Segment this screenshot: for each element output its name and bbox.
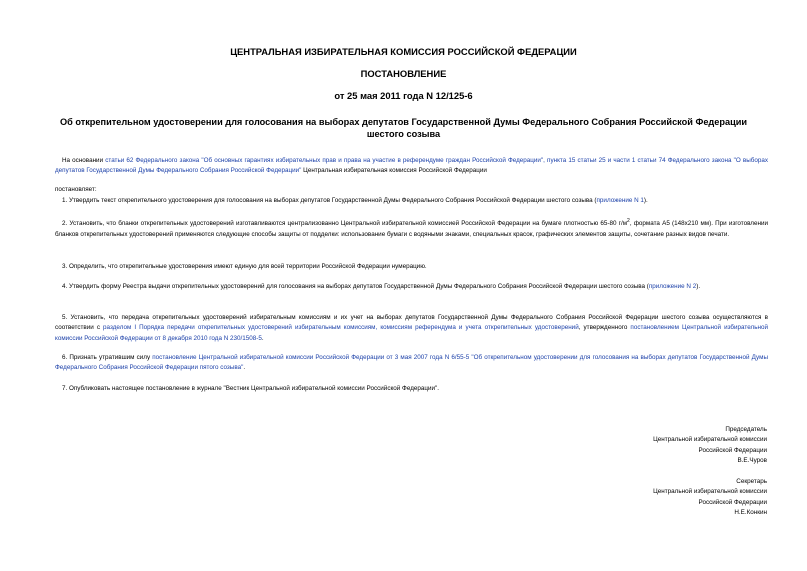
item-2-tail: , формата А5 (148х210 мм). При изготовлении бланков открепительных удостоверений применяются следующие способы защиты от подделки: использование бумаги с водяными знаками, специальных красок, графических элементов защиты, сочетание разных видов печати. — [55, 220, 768, 238]
item-1-text: 1. Утвердить текст открепительного удостоверения для голосования на выборах депутатов Государственной Думы Федерального Собрания Российской Федерации шестого созыва ( — [62, 197, 597, 204]
document-date-number: от 25 мая 2011 года N 12/125-6 — [334, 90, 473, 101]
chair-signature-block — [527, 425, 767, 467]
preamble-text-tail: Центральная избирательная комиссия Российской Федерации — [301, 167, 487, 175]
document-type: ПОСТАНОВЛЕНИЕ — [360, 68, 447, 79]
chair-name: В.Е.Чуров — [737, 457, 767, 465]
item-2 — [55, 216, 768, 240]
item-2-superscript: 2 — [627, 218, 630, 224]
item-6-tail: . — [243, 364, 246, 372]
chair-org-line-2: Российской Федерации — [698, 446, 767, 454]
document-subject: Об открепительном удостоверении для голосования на выборах депутатов Государственной Думы Федерального Собрания Российской Федерации шестого созыва — [59, 117, 748, 139]
item-6-text: 6. Признать утратившим силу — [62, 354, 153, 361]
item-4-tail: ). — [696, 283, 701, 290]
commission-heading: ЦЕНТРАЛЬНАЯ ИЗБИРАТЕЛЬНАЯ КОМИССИЯ РОССИЙСКОЙ ФЕДЕРАЦИИ — [230, 46, 577, 57]
secretary-org-line-1: Центральной избирательной комиссии — [653, 488, 767, 496]
chair-org-line-1: Центральной избирательной комиссии — [653, 436, 767, 444]
secretary-signature-block — [527, 477, 767, 519]
appendix-2-link[interactable]: приложение N 2 — [648, 283, 697, 290]
item-5-text: 5. Установить, что передача открепительных удостоверений избирательным комиссиям и их учет на выборах депутатов Государственной Думы Федерального Собрания Российской Федерации шестого созыва осуществляются в соответствии с — [55, 314, 768, 332]
item-7 — [55, 384, 768, 394]
item-6 — [55, 353, 768, 374]
resolves-label: постановляет: — [55, 186, 97, 193]
appendix-1-link[interactable]: приложение N 1 — [596, 197, 644, 204]
resolution-6-55-link[interactable]: постановление Центральной избирательной комиссии Российской Федерации от 3 мая 2007 года N 6/55-5 "Об открепительном удостоверении для голосования на выборах депутатов Государственной Думы Федерального Собрания Российской Федерации пятого созыва" — [55, 354, 768, 372]
item-3 — [55, 262, 768, 272]
secretary-org-line-2: Российской Федерации — [698, 498, 767, 506]
item-3-text: 3. Определить, что открепительные удостоверения имеют единую для всей территории Российской Федерации нумерацию. — [62, 263, 427, 270]
item-5 — [55, 313, 768, 344]
item-4 — [55, 282, 768, 292]
item-4-text: 4. Утвердить форму Реестра выдачи открепительных удостоверений для голосования на выборах депутатов Государственной Думы Федерального Собрания Российской Федерации шестого созыва ( — [62, 283, 649, 290]
resolution-230-link[interactable]: постановлением Центральной избирательной комиссии Российской Федерации от 8 декабря 2010 года N 230/1508-5 — [55, 324, 768, 342]
preamble-paragraph — [55, 156, 768, 177]
chair-role: Председатель — [725, 426, 767, 433]
item-7-text: 7. Опубликовать настоящее постановление в журнале "Вестник Центральной избирательной комиссии Российской Федерации". — [62, 385, 440, 392]
secretary-role: Секретарь — [736, 478, 767, 485]
preamble-text: На основании — [62, 157, 106, 164]
item-2-text: 2. Установить, что бланки открепительных удостоверений изготавливаются централизованно Центральной избирательной комиссией Российской Федерации на бумаге плотностью 65-80 г/м — [62, 220, 628, 228]
item-1 — [55, 196, 768, 206]
item-1-tail: ). — [643, 197, 648, 204]
item-5-tail: . — [261, 334, 264, 342]
procedure-section-link[interactable]: разделом I Порядка передачи открепительных удостоверений избирательным комиссиям, комиссиям референдума и учета открепительных удостоверений — [103, 324, 579, 332]
secretary-name: Н.Е.Конкин — [734, 509, 767, 517]
item-5-mid: , утвержденного — [578, 324, 631, 332]
preamble-law-link[interactable]: статьи 62 Федерального закона "Об основных гарантиях избирательных прав и права на участие в референдуме граждан Российской Федерации", пункта 15 статьи 25 и части 1 статьи 74 Федерального закона "О выборах депутатов Государственной Думы Федерального Собрания Российской Федерации" — [55, 157, 769, 175]
